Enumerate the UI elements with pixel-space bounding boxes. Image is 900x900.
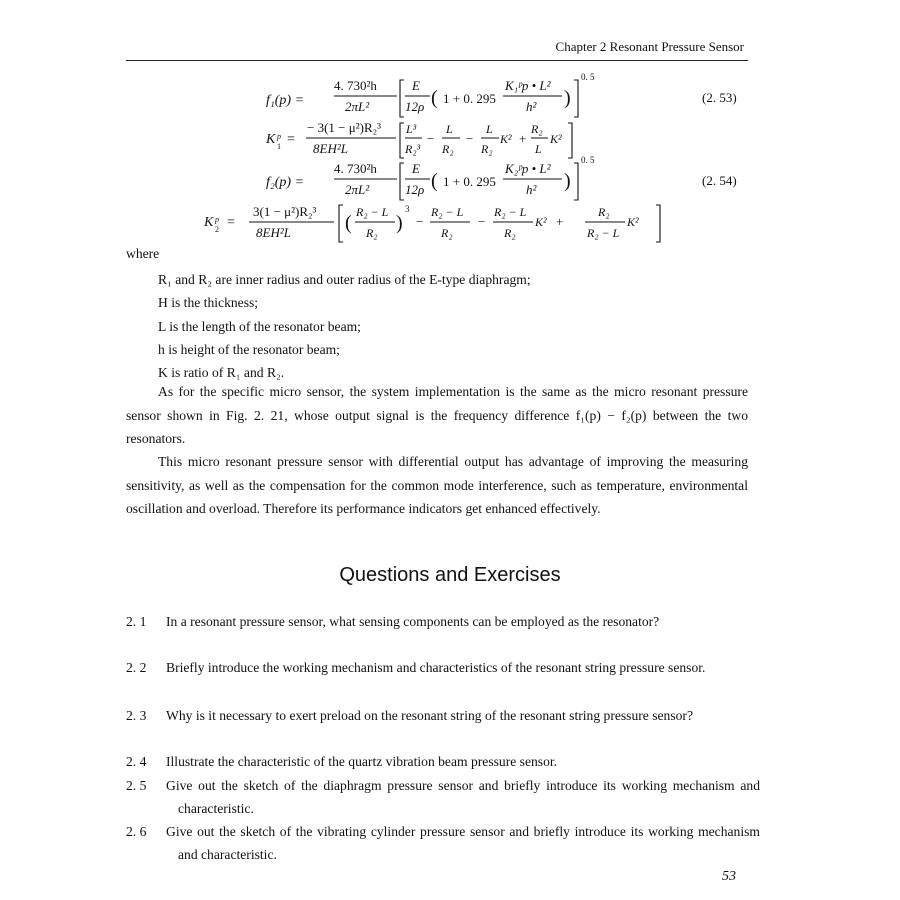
svg-text:R₂: R₂ <box>366 226 378 240</box>
eq2-knum: K₂ᵖp • L² <box>505 161 551 176</box>
paragraph-1: As for the specific micro sensor, the system implementation is the same as the micro resonant pressure sensor shown in Fig. 2. 21, whose output signal is the frequency difference f₁(p) − f₂(p) between the two resonators. <box>126 384 748 446</box>
definition-item: H is the thickness; <box>158 295 259 311</box>
definition-item: h is height of the resonator beam; <box>158 341 340 357</box>
eq1-kden: h² <box>526 99 537 114</box>
exercise-number: 2. 2 <box>126 660 147 675</box>
eq2-mid: 1 + 0. 295 <box>443 174 496 189</box>
exercise-text: Briefly introduce the working mechanism and characteristics of the resonant string pressure sensor. <box>166 660 706 675</box>
svg-text:R₂: R₂ <box>531 122 543 136</box>
equation-k1 <box>265 120 572 158</box>
header-title: Chapter 2 Resonant Pressure Sensor <box>555 39 744 54</box>
exercise-text: Give out the sketch of the diaphragm pressure sensor and briefly introduce its working mechanism and characteristic. <box>166 778 760 816</box>
definition-item: K is ratio of R₁ and R₂. <box>158 365 285 381</box>
exercise-text: In a resonant pressure sensor, what sensing components can be employed as the resonator? <box>166 614 660 629</box>
k2-num: 3(1 − μ²)R₂³ <box>253 204 317 219</box>
eq2-rho: 12ρ <box>405 182 425 197</box>
svg-text:): ) <box>396 212 403 234</box>
svg-text:R₂ − L: R₂ − L <box>587 226 620 240</box>
svg-text:−: − <box>416 214 424 229</box>
eq2-exponent: 0. 5 <box>581 155 595 165</box>
svg-text:K: K <box>204 215 214 230</box>
eq1-lhs: f₁(p) = <box>266 93 305 108</box>
eq1-rho: 12ρ <box>405 99 425 114</box>
svg-text:+: + <box>556 214 564 229</box>
where-label: where <box>126 246 160 261</box>
page-number: 53 <box>722 869 736 884</box>
svg-text:K: K <box>266 132 276 147</box>
svg-text:−: − <box>478 214 486 229</box>
k1-num: − 3(1 − μ²)R₂³ <box>307 120 382 135</box>
paragraph-2: This micro resonant pressure sensor with differential output has advantage of improving the measuring sensitivity, as well as the compensation for the common mode interference, such as temperature, environmental oscillation and overload. Therefore its performance indicators get enhanced effectively. <box>126 454 748 516</box>
svg-text:L: L <box>535 142 542 156</box>
eq1-mid: 1 + 0. 295 <box>443 91 496 106</box>
equation-f1 <box>266 72 737 117</box>
svg-text:): ) <box>564 87 571 109</box>
svg-text:1: 1 <box>277 142 281 151</box>
definition-item: R₁ and R₂ are inner radius and outer radius of the E-type diaphragm; <box>158 272 531 287</box>
exercise-number: 2. 4 <box>126 754 147 769</box>
exercise-number: 2. 5 <box>126 778 147 793</box>
svg-text:R₂: R₂ <box>481 142 493 156</box>
exercise-number: 2. 3 <box>126 708 147 723</box>
definition-item: L is the length of the resonator beam; <box>158 318 361 334</box>
eq1-e: E <box>412 78 420 93</box>
eq2-coef-num: 4. 730²h <box>334 161 377 176</box>
svg-text:L³: L³ <box>406 122 417 136</box>
svg-text:p: p <box>277 132 281 141</box>
eq2-kden: h² <box>526 182 537 197</box>
eq1-label: (2. 53) <box>702 90 737 105</box>
eq2-lhs: f₂(p) = <box>266 175 305 190</box>
eq2-e: E <box>412 161 420 176</box>
k1-den: 8EH²L <box>313 141 348 156</box>
svg-text:K²: K² <box>535 215 547 229</box>
eq2-coef-den: 2πL² <box>345 182 370 197</box>
svg-text:L: L <box>486 122 493 136</box>
k2-den: 8EH²L <box>256 225 291 240</box>
svg-text:(: ( <box>431 170 438 192</box>
definitions-list <box>158 268 531 384</box>
svg-text:R₂ − L: R₂ − L <box>356 205 389 219</box>
svg-text:=: = <box>227 215 235 230</box>
svg-text:R₂: R₂ <box>441 226 453 240</box>
svg-text:K²: K² <box>627 215 639 229</box>
svg-text:K²: K² <box>500 132 512 146</box>
eq1-coef-num: 4. 730²h <box>334 78 377 93</box>
exercise-text: Give out the sketch of the vibrating cylinder pressure sensor and briefly introduce its working mechanism and characteristic. <box>166 824 760 862</box>
svg-text:R₂³: R₂³ <box>405 142 421 156</box>
svg-text:L: L <box>446 122 453 136</box>
svg-text:(: ( <box>431 87 438 109</box>
exercise-text: Why is it necessary to exert preload on the resonant string of the resonant string pressure sensor? <box>166 708 693 723</box>
eq2-label: (2. 54) <box>702 173 737 188</box>
svg-text:): ) <box>564 170 571 192</box>
svg-text:K²: K² <box>550 132 562 146</box>
svg-text:R₂: R₂ <box>504 226 516 240</box>
equation-k2 <box>203 204 660 242</box>
svg-text:p: p <box>215 215 219 224</box>
svg-text:R₂: R₂ <box>442 142 454 156</box>
exercise-number: 2. 6 <box>126 824 147 839</box>
eq1-exponent: 0. 5 <box>581 72 595 82</box>
svg-text:2: 2 <box>215 225 219 234</box>
equation-f2 <box>266 155 737 200</box>
section-title: Questions and Exercises <box>339 564 561 586</box>
eq1-coef-den: 2πL² <box>345 99 370 114</box>
svg-text:=: = <box>287 132 295 147</box>
exercise-text: Illustrate the characteristic of the quartz vibration beam pressure sensor. <box>166 754 558 769</box>
svg-text:R₂ − L: R₂ − L <box>494 205 527 219</box>
svg-text:−: − <box>427 131 435 146</box>
exercise-number: 2. 1 <box>126 614 147 629</box>
svg-text:R₂: R₂ <box>598 205 610 219</box>
svg-text:(: ( <box>345 212 352 234</box>
svg-text:−: − <box>466 131 474 146</box>
svg-text:3: 3 <box>405 204 410 214</box>
eq1-knum: K₁ᵖp • L² <box>505 78 551 93</box>
svg-text:+: + <box>519 131 527 146</box>
svg-text:R₂ − L: R₂ − L <box>431 205 464 219</box>
